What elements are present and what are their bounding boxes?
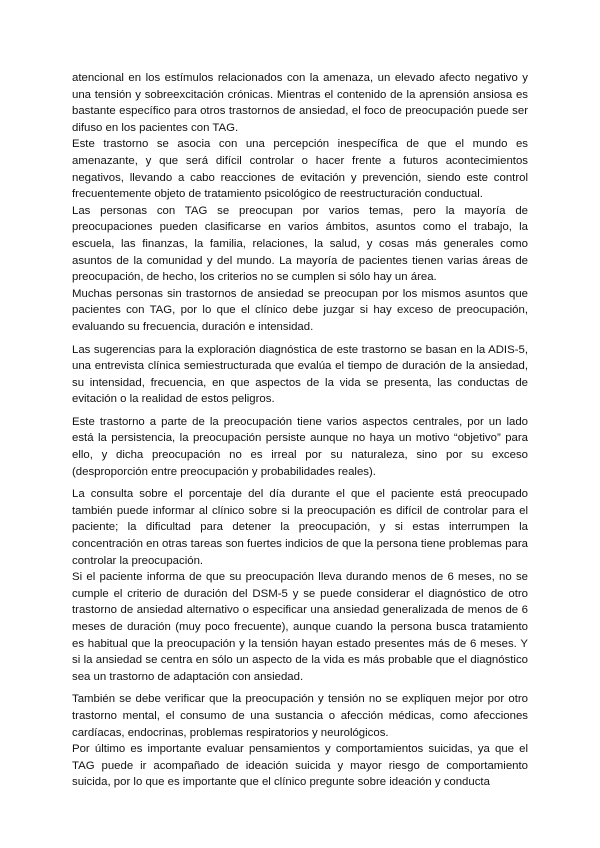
paragraph-adis5-assessment: Las sugerencias para la exploración diagnóstica de este trastorno se basan en la ADIS-5, una entrevista clínica semiestructurada que evalúa el tiempo de duración de la ansiedad, su intensidad, frecuencia, en que aspectos de la vida se presenta, las conductas de evitación o la realidad de estos peligros. (72, 343, 528, 406)
paragraph-duration-criterion: Si el paciente informa de que su preocupación lleva durando menos de 6 meses, no se cumple el criterio de duración del DSM-5 y se puede considerar el diagnóstico de otro trastorno de ansiedad alternativo o especificar una ansiedad generalizada de menos de 6 meses de duración (muy poco frecuente), aunque cuando la persona busca tratamiento es habitual que la preocupación y la tensión hayan estado presentes más de 6 meses. Y si la ansiedad se centra en sólo un aspecto de la vida es más probable que el diagnóstico sea un trastorno de adaptación con ansiedad. (72, 571, 528, 683)
paragraph-suicide-risk: Por último es importante evaluar pensamientos y comportamientos suicidas, ya que el TAG puede ir acompañado de ideación suicida y mayor riesgo de comportamiento suicida, por lo que es importante que el clínico pregunte sobre ideación y conducta (72, 743, 528, 789)
paragraph-persistence: Este trastorno a parte de la preocupación tiene varios aspectos centrales, por un lado está la persistencia, la preocupación persiste aunque no haya un motivo “objetivo” para ello, y dicha preocupación no es irreal por su naturaleza, sino por su exceso (desproporción entre preocupación y probabilidades reales). (72, 415, 528, 478)
paragraph-excessive-worry: Muchas personas sin trastornos de ansiedad se preocupan por los mismos asuntos que pacientes con TAG, por lo que el clínico debe juzgar si hay exceso de preocupación, evaluando su frecuencia, duración e intensidad. (72, 287, 528, 333)
paragraph-worry-domains: Las personas con TAG se preocupan por varios temas, pero la mayoría de preocupaciones pueden clasificarse en varios ámbitos, asuntos como el trabajo, la escuela, las finanzas, la familia, relaciones, la salud, y cosas más generales como asuntos de la comunidad y del mundo. La mayoría de pacientes tienen varias áreas de preocupación, de hecho, los criterios no se cumplen si sólo hay un área. (72, 204, 528, 284)
document-page (72, 70, 528, 791)
paragraph-control-difficulty: La consulta sobre el porcentaje del día durante el que el paciente está preocupado también puede informar al clínico sobre si la preocupación es difícil de controlar para el paciente; la dificultad para detener la preocupación, y si estas interrumpen la concentración en otras tareas son fuertes indicios de que la persona tiene problemas para controlar la preocupación. (72, 488, 528, 567)
paragraph-threat-perception: Este trastorno se asocia con una percepción inespecífica de que el mundo es amenazante, y que será difícil controlar o hacer frente a futuros acontecimientos negativos, llevando a cabo reacciones de evitación y prevención, siendo este control frecuentemente objeto de tratamiento psicológico de reestructuración conductual. (72, 138, 528, 201)
paragraph-attention-bias: atencional en los estímulos relacionados con la amenaza, un elevado afecto negativo y una tensión y sobreexcitación crónicas. Mientras el contenido de la aprensión ansiosa es bastante específico para otros trastornos de ansiedad, el foco de preocupación puede ser difuso en los pacientes con TAG. (72, 72, 528, 134)
paragraph-differential-diagnosis: También se debe verificar que la preocupación y tensión no se expliquen mejor por otro trastorno mental, el consumo de una sustancia o afección médicas, como afecciones cardíacas, endocrinas, problemas respiratorios y neurológicos. (72, 693, 528, 739)
